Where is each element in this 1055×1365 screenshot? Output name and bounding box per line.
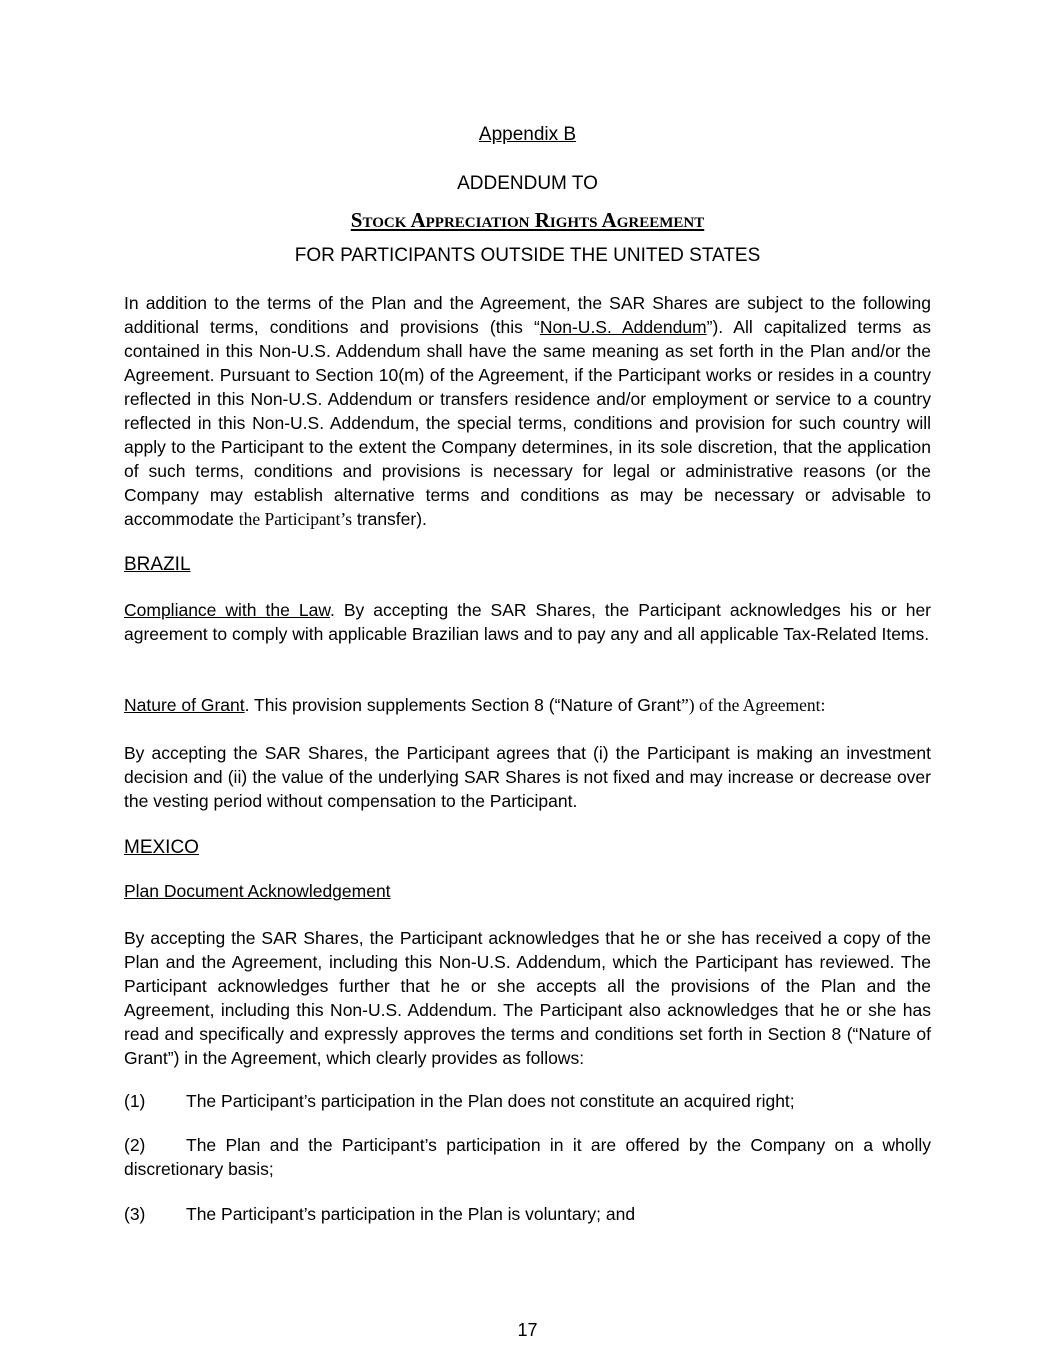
list-item-text: The Participant’s participation in the Plan does not constitute an acquired right; [186,1091,795,1111]
list-item [124,1089,931,1113]
brazil-nature-paragraph [124,693,931,717]
intro-text-2: ”). All capitalized terms as contained in this Non-U.S. Addendum shall have the same meaning as set forth in the Plan and/or the Agreement. Pursuant to Section 10(m) of the Agreement, if the Participant works or resides in a country reflected in this Non-U.S. Addendum or transfers residence and/or employment or service to a country reflected in this Non-U.S. Addendum, the special terms, conditions and provision for such country will apply to the Participant to the extent the Company determines, in its sole discretion, that the application of such terms, conditions and provisions is necessary for legal or administrative reasons (or the Company may establish alternative terms and conditions as may be necessary or advisable to accommodate [124,317,931,529]
list-item [124,1202,931,1226]
for-participants-heading: FOR PARTICIPANTS OUTSIDE THE UNITED STATES [294,245,761,266]
list-item [124,1133,931,1181]
non-us-addendum-term: Non-U.S. Addendum [539,317,707,337]
list-item-number: (3) [124,1204,146,1224]
nature-of-grant-serif: ”) of the Agreement: [681,695,826,715]
list-item-number: (2) [124,1135,146,1155]
nature-of-grant-title: Nature of Grant [124,695,245,715]
agreement-title: Stock Appreciation Rights Agreement [350,208,705,232]
intro-paragraph [124,291,931,531]
brazil-accept-paragraph: By accepting the SAR Shares, the Participant agrees that (i) the Participant is making an investment decision and (ii) the value of the underlying SAR Shares is not fixed and may increase or decrease over the vesting period without compensation to the Participant. [124,743,931,811]
mexico-heading: MEXICO [124,837,199,858]
page-number: 17 [517,1320,538,1340]
mexico-ack-paragraph: By accepting the SAR Shares, the Participant acknowledges that he or she has received a copy of the Plan and the Agreement, including this Non-U.S. Addendum, which the Participant has reviewed. The Participant acknowledges further that he or she accepts all the provisions of the Plan and the Agreement, including this Non-U.S. Addendum. The Participant also acknowledges that he or she has read and specifically and expressly approves the terms and conditions set forth in Section 8 (“Nature of Grant”) in the Agreement, which clearly provides as follows: [124,928,931,1068]
list-item-number: (1) [124,1091,146,1111]
compliance-title: Compliance with the Law [124,600,331,620]
brazil-heading: BRAZIL [124,554,191,575]
compliance-text: . By accepting the SAR Shares, the Participant acknowledges his or her agreement to comply with applicable Brazilian laws and to pay any and all applicable Tax-Related Items. [124,600,932,644]
appendix-title [0,124,1055,146]
list-item-text: The Participant’s participation in the Plan is voluntary; and [186,1204,636,1224]
plan-document-ack-heading: Plan Document Acknowledgement [124,881,391,901]
intro-serif-text: the Participant’s [238,509,353,529]
intro-text-1: In addition to the terms of the Plan and the Agreement, the SAR Shares are subject to the following additional terms, conditions and provisions (this “ [124,293,931,337]
intro-text-3: transfer). [352,509,427,529]
addendum-to-heading: ADDENDUM TO [457,173,598,194]
appendix-label: Appendix B [478,124,577,145]
brazil-compliance-paragraph [124,598,931,646]
nature-of-grant-text: . This provision supplements Section 8 (“Nature of Grant [244,695,682,715]
list-item-text: The Plan and the Participant’s participation in it are offered by the Company on a wholly discretionary basis; [124,1135,931,1179]
